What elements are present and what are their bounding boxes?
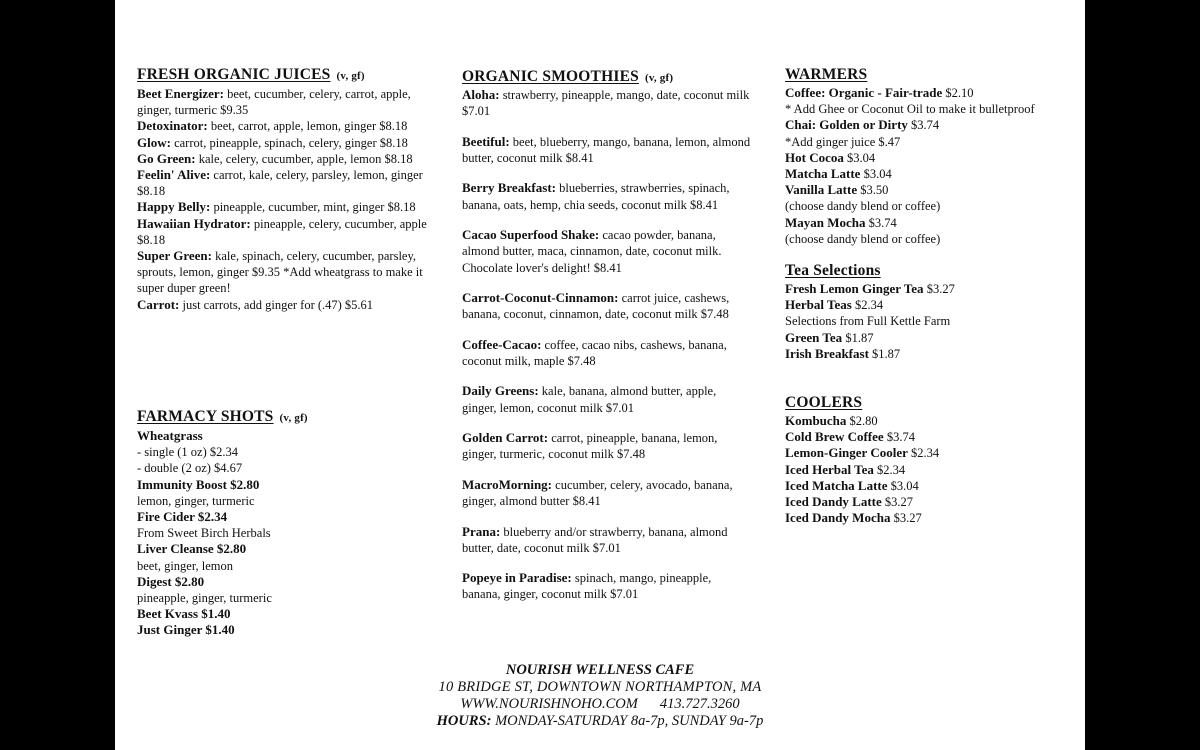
menu-item-name: Feelin' Alive:: [137, 167, 211, 183]
menu-line: [785, 510, 1075, 526]
menu-item-description: spinach, mango, pineapple, banana, ginger, coconut milk $7.01: [462, 571, 712, 602]
menu-item-name: Detoxinator:: [137, 118, 208, 134]
menu-item: [137, 118, 427, 134]
menu-line-text: $3.74: [907, 118, 940, 133]
menu-item-name: Iced Dandy Latte: [785, 494, 882, 510]
menu-item-name: Iced Matcha Latte: [785, 477, 888, 493]
hours-label: HOURS:: [436, 713, 492, 729]
menu-line: [785, 413, 1075, 429]
menu-line-text: From Sweet Birch Herbals: [137, 526, 271, 541]
menu-item-name: Herbal Teas: [785, 297, 852, 313]
menu-item-name: Hot Cocoa: [785, 149, 844, 165]
menu-line: [785, 117, 1075, 133]
menu-line: [785, 215, 1075, 231]
smoothies-tag: (v, gf): [644, 72, 674, 84]
menu-item-description: kale, spinach, celery, cucumber, parsley, sprouts, lemon, ginger $9.35 *Add wheatgrass to make it super duper green!: [137, 249, 423, 296]
shots-heading: [137, 408, 308, 426]
menu-item-description: kale, banana, almond butter, apple, ginger, lemon, coconut milk $7.01: [462, 384, 717, 415]
menu-item-description: cacao powder, banana, almond butter, maca, cinnamon, date, coconut milk. Chocolate lover's delight! $8.41: [462, 228, 722, 275]
menu-item: [137, 167, 427, 199]
menu-line: [785, 182, 1075, 198]
smoothies-heading: [462, 68, 673, 86]
menu-line-text: lemon, ginger, turmeric: [137, 493, 255, 508]
hours-text: MONDAY-SATURDAY 8a-7p, SUNDAY 9a-7p: [491, 713, 764, 729]
menu-line-text: *Add ginger juice $.47: [785, 134, 901, 149]
menu-line-text: $2.80: [846, 414, 878, 428]
menu-item: [137, 248, 427, 297]
shots-tag: (v, gf): [279, 412, 308, 424]
menu-item-name: Berry Breakfast:: [462, 180, 556, 196]
menu-item-description: carrot, kale, celery, parsley, lemon, ginger $8.18: [137, 168, 423, 199]
menu-line-text: $3.27: [890, 511, 922, 526]
menu-item: [462, 570, 752, 602]
menu-item-name: Cold Brew Coffee: [785, 429, 884, 445]
menu-item: [462, 477, 752, 509]
menu-line: [137, 493, 427, 509]
menu-line: [137, 558, 427, 574]
menu-line: [137, 606, 427, 622]
menu-item-name: Irish Breakfast: [785, 345, 869, 361]
menu-line-text: $3.04: [887, 478, 919, 493]
menu-item-name: Just Ginger $1.40: [137, 622, 235, 638]
menu-line-text: $3.50: [857, 183, 889, 198]
menu-line: [137, 477, 427, 493]
menu-item-description: pineapple, cucumber, mint, ginger $8.18: [210, 200, 416, 215]
menu-item-name: Carrot:: [137, 296, 180, 312]
menu-item-name: Mayan Mocha: [785, 214, 866, 230]
menu-line-text: * Add Ghee or Coconut Oil to make it bulletproof: [785, 102, 1035, 117]
menu-item: [137, 297, 427, 313]
menu-item-name: Fire Cider $2.34: [137, 509, 228, 525]
menu-line: [137, 525, 427, 541]
menu-line: [785, 478, 1075, 494]
menu-item-name: Happy Belly:: [137, 199, 211, 215]
menu-item-name: Hawaiian Hydrator:: [137, 215, 251, 231]
menu-item-name: Vanilla Latte: [785, 182, 858, 198]
menu-line: [785, 231, 1075, 247]
menu-line-text: $3.27: [923, 282, 955, 296]
menu-line: [137, 428, 427, 444]
menu-item-name: Super Green:: [137, 248, 212, 264]
menu-item: [137, 135, 427, 151]
menu-item: [137, 216, 427, 248]
tea-list: [785, 281, 1075, 362]
menu-line-text: $3.74: [865, 215, 897, 230]
menu-item: [137, 151, 427, 167]
menu-line: [785, 462, 1075, 478]
menu-item: [462, 430, 752, 462]
menu-line: [137, 509, 427, 525]
menu-item-name: Iced Herbal Tea: [785, 461, 874, 477]
menu-item-name: Golden Carrot:: [462, 430, 549, 446]
menu-item-name: Prana:: [462, 523, 501, 539]
menu-line: [785, 494, 1075, 510]
menu-line: [785, 166, 1075, 182]
menu-item-name: Daily Greens:: [462, 383, 539, 399]
shots-title: FARMACY SHOTS: [137, 408, 274, 425]
menu-item-name: Green Tea: [785, 329, 843, 345]
menu-line-text: $3.04: [843, 150, 876, 165]
menu-line-text: (choose dandy blend or coffee): [785, 231, 941, 246]
menu-line-text: $3.74: [883, 430, 915, 445]
menu-item-name: Lemon-Ginger Cooler: [785, 445, 908, 461]
menu-line-text: pineapple, ginger, turmeric: [137, 591, 272, 606]
menu-item-description: carrot, pineapple, banana, lemon, ginger, turmeric, coconut milk $7.48: [462, 431, 718, 462]
menu-line-text: $1.87: [868, 346, 901, 361]
menu-item-name: Kombucha: [785, 413, 847, 428]
menu-item-name: Liver Cleanse $2.80: [137, 541, 247, 557]
menu-item-name: Immunity Boost $2.80: [137, 476, 260, 492]
menu-line-text: Selections from Full Kettle Farm: [785, 314, 951, 329]
menu-line: [137, 590, 427, 606]
menu-line: [137, 622, 427, 638]
menu-item: [462, 337, 752, 369]
menu-page: [115, 0, 1085, 750]
menu-item-name: Chai: Golden or Dirty: [785, 117, 908, 133]
cafe-contact: [115, 696, 1085, 713]
menu-item: [137, 86, 427, 118]
coolers-list: [785, 413, 1075, 526]
menu-item: [462, 134, 752, 166]
menu-line: [785, 85, 1075, 101]
menu-item-name: Coffee-Cacao:: [462, 336, 542, 352]
menu-line: [785, 101, 1075, 117]
menu-line: [137, 460, 427, 476]
menu-item-description: just carrots, add ginger for (.47) $5.61: [179, 297, 374, 312]
menu-item-name: Go Green:: [137, 150, 196, 166]
cafe-phone: 413.727.3260: [659, 696, 740, 712]
menu-item-name: Digest $2.80: [137, 573, 205, 589]
menu-item-name: MacroMorning:: [462, 476, 553, 492]
cafe-address: 10 BRIDGE ST, DOWNTOWN NORTHAMPTON, MA: [438, 679, 762, 695]
menu-item-description: carrot juice, cashews, banana, coconut, cinnamon, date, coconut milk $7.48: [462, 291, 730, 322]
menu-line-text: $2.34: [851, 298, 884, 313]
menu-line: [137, 574, 427, 590]
menu-line: [785, 150, 1075, 166]
menu-line: [785, 445, 1075, 461]
menu-item: [462, 87, 752, 119]
menu-item-description: kale, celery, cucumber, apple, lemon $8.18: [195, 151, 413, 166]
cafe-hours: [115, 713, 1085, 730]
coolers-heading: COOLERS: [785, 394, 863, 411]
menu-item: [462, 290, 752, 322]
menu-item: [462, 383, 752, 415]
menu-line: [785, 281, 1075, 297]
juices-heading: [137, 66, 365, 84]
menu-item-description: blueberries, strawberries, spinach, banana, oats, hemp, chia seeds, coconut milk $8.41: [462, 181, 730, 212]
cafe-info-footer: [115, 662, 1085, 730]
cafe-name: NOURISH WELLNESS CAFE: [505, 662, 695, 678]
menu-line: [785, 346, 1075, 362]
menu-line: [785, 330, 1075, 346]
menu-line-text: $2.34: [907, 446, 940, 461]
menu-line: [785, 429, 1075, 445]
menu-line: [785, 297, 1075, 313]
menu-item-name: Coffee: Organic - Fair-trade: [785, 85, 943, 100]
smoothies-title: ORGANIC SMOOTHIES: [462, 68, 639, 85]
tea-heading: Tea Selections: [785, 262, 881, 279]
smoothies-list: [462, 87, 752, 617]
menu-item: [462, 227, 752, 276]
menu-line-text: - single (1 oz) $2.34: [137, 445, 239, 460]
menu-item-name: Beetiful:: [462, 133, 510, 149]
shots-list: [137, 428, 427, 639]
menu-line: [137, 444, 427, 460]
menu-item-description: pineapple, celery, cucumber, apple $8.18: [137, 216, 427, 247]
warmers-heading: WARMERS: [785, 66, 868, 83]
menu-item-description: blueberry and/or strawberry, banana, almond butter, date, coconut milk $7.01: [462, 524, 728, 555]
menu-line-text: $1.87: [842, 330, 874, 345]
menu-item-description: beet, cucumber, celery, carrot, apple, ginger, turmeric $9.35: [137, 87, 411, 118]
menu-item-description: coffee, cacao nibs, cashews, banana, coconut milk, maple $7.48: [462, 337, 727, 368]
menu-item-name: Matcha Latte: [785, 166, 861, 182]
menu-item-name: Beet Energizer:: [137, 86, 224, 101]
menu-line-text: $3.04: [860, 167, 892, 182]
menu-item-name: Beet Kvass $1.40: [137, 606, 231, 622]
menu-item-name: Wheatgrass: [137, 428, 203, 443]
menu-line: [785, 198, 1075, 214]
menu-item: [462, 524, 752, 556]
menu-item-name: Cacao Superfood Shake:: [462, 227, 600, 243]
menu-item-name: Iced Dandy Mocha: [785, 510, 891, 526]
menu-item-description: beet, carrot, apple, lemon, ginger $8.18: [207, 119, 408, 134]
menu-item-description: beet, blueberry, mango, banana, lemon, almond butter, coconut milk $8.41: [462, 134, 751, 165]
menu-item-name: Popeye in Paradise:: [462, 570, 572, 586]
menu-line: [785, 134, 1075, 150]
juices-tag: (v, gf): [336, 70, 365, 82]
juices-title: FRESH ORGANIC JUICES: [137, 66, 331, 83]
menu-line-text: $2.10: [942, 86, 974, 100]
menu-item-name: Aloha:: [462, 87, 500, 102]
menu-item-name: Carrot-Coconut-Cinnamon:: [462, 290, 619, 306]
menu-item-description: carrot, pineapple, spinach, celery, ginger $8.18: [170, 135, 408, 150]
menu-item-description: cucumber, celery, avocado, banana, ginger, almond butter $8.41: [462, 477, 733, 509]
menu-line-text: $2.34: [873, 462, 906, 477]
menu-item: [462, 180, 752, 212]
menu-item-name: Fresh Lemon Ginger Tea: [785, 281, 924, 296]
menu-item: [137, 199, 427, 215]
menu-item-description: strawberry, pineapple, mango, date, coconut milk $7.01: [462, 88, 750, 119]
menu-item-name: Glow:: [137, 134, 171, 150]
cafe-website: WWW.NOURISHNOHO.COM: [460, 696, 638, 712]
menu-line: [785, 313, 1075, 329]
menu-line-text: - double (2 oz) $4.67: [137, 461, 243, 476]
menu-line-text: $3.27: [881, 495, 914, 510]
warmers-list: [785, 85, 1075, 247]
juices-list: [137, 86, 427, 313]
menu-line-text: beet, ginger, lemon: [137, 558, 233, 573]
menu-line-text: (choose dandy blend or coffee): [785, 199, 941, 214]
menu-line: [137, 541, 427, 557]
